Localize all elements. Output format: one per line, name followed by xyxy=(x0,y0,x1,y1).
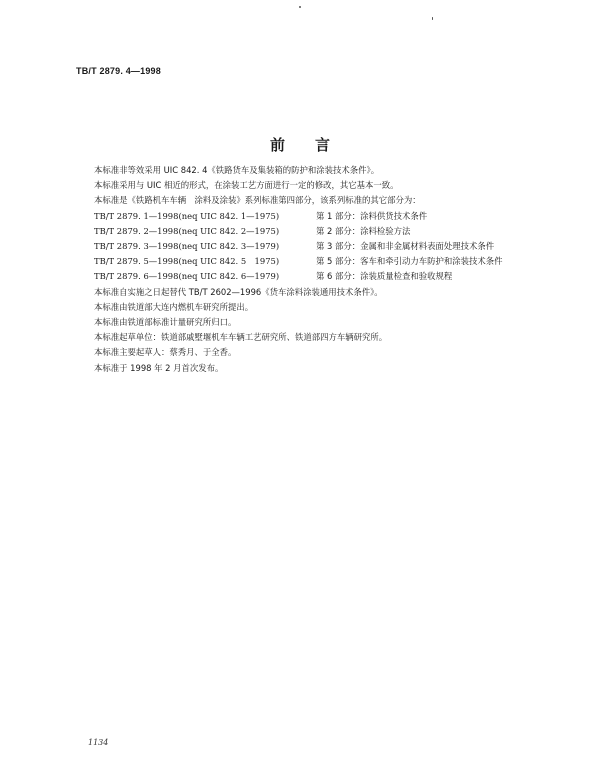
scan-speck xyxy=(299,6,301,8)
series-part-title: 第 1 部分：涂料供货技术条件 xyxy=(316,210,428,221)
scan-speck xyxy=(432,17,433,20)
series-part-row xyxy=(94,269,534,284)
series-part-code: TB/T 2879. 6—1998(neq UIC 842. 6—1979) xyxy=(94,271,280,282)
series-part-title: 第 2 部分：涂料检验方法 xyxy=(316,225,411,236)
page-title: 前言 xyxy=(269,136,360,154)
series-part-code: TB/T 2879. 5—1998(neq UIC 842. 5 1975) xyxy=(94,256,280,267)
page-number: 1134 xyxy=(88,738,109,747)
series-part-row xyxy=(94,239,534,254)
intro-line: 本标准采用与 UIC 相近的形式，在涂装工艺方面进行一定的修改，其它基本一致。 xyxy=(94,180,399,191)
series-part-row xyxy=(94,209,534,224)
closing-line: 本标准起草单位：铁道部戚墅堰机车车辆工艺研究所、铁道部四方车辆研究所。 xyxy=(94,332,388,343)
series-part-row xyxy=(94,254,534,269)
series-part-row xyxy=(94,224,534,239)
closing-line: 本标准由铁道部标准计量研究所归口。 xyxy=(94,317,237,328)
series-part-code: TB/T 2879. 1—1998(neq UIC 842. 1—1975) xyxy=(94,210,280,221)
series-part-title: 第 3 部分：金属和非金属材料表面处理技术条件 xyxy=(316,241,495,252)
closing-line: 本标准由铁道部大连内燃机车研究所提出。 xyxy=(94,301,254,312)
series-part-code: TB/T 2879. 2—1998(neq UIC 842. 2—1975) xyxy=(94,225,280,236)
series-part-code: TB/T 2879. 3—1998(neq UIC 842. 3—1979) xyxy=(94,241,280,252)
intro-line: 本标准是《铁路机车车辆 涂料及涂装》系列标准第四部分，该系列标准的其它部分为： xyxy=(94,195,421,206)
foreword-body xyxy=(94,163,534,376)
closing-line: 本标准主要起草人：蔡秀月、于全香。 xyxy=(94,347,237,358)
closing-line: 本标准自实施之日起替代 TB/T 2602—1996《货车涂料涂装通用技术条件》。 xyxy=(94,286,383,297)
intro-line: 本标准非等效采用 UIC 842. 4《铁路货车及集装箱的防护和涂装技术条件》。 xyxy=(94,165,380,175)
series-part-title: 第 5 部分：客车和牵引动力车防护和涂装技术条件 xyxy=(316,256,503,267)
series-part-title: 第 6 部分：涂装质量检查和验收规程 xyxy=(316,271,453,282)
closing-line: 本标准于 1998 年 2 月首次发布。 xyxy=(94,362,224,373)
document-code: TB/T 2879. 4—1998 xyxy=(76,66,161,76)
